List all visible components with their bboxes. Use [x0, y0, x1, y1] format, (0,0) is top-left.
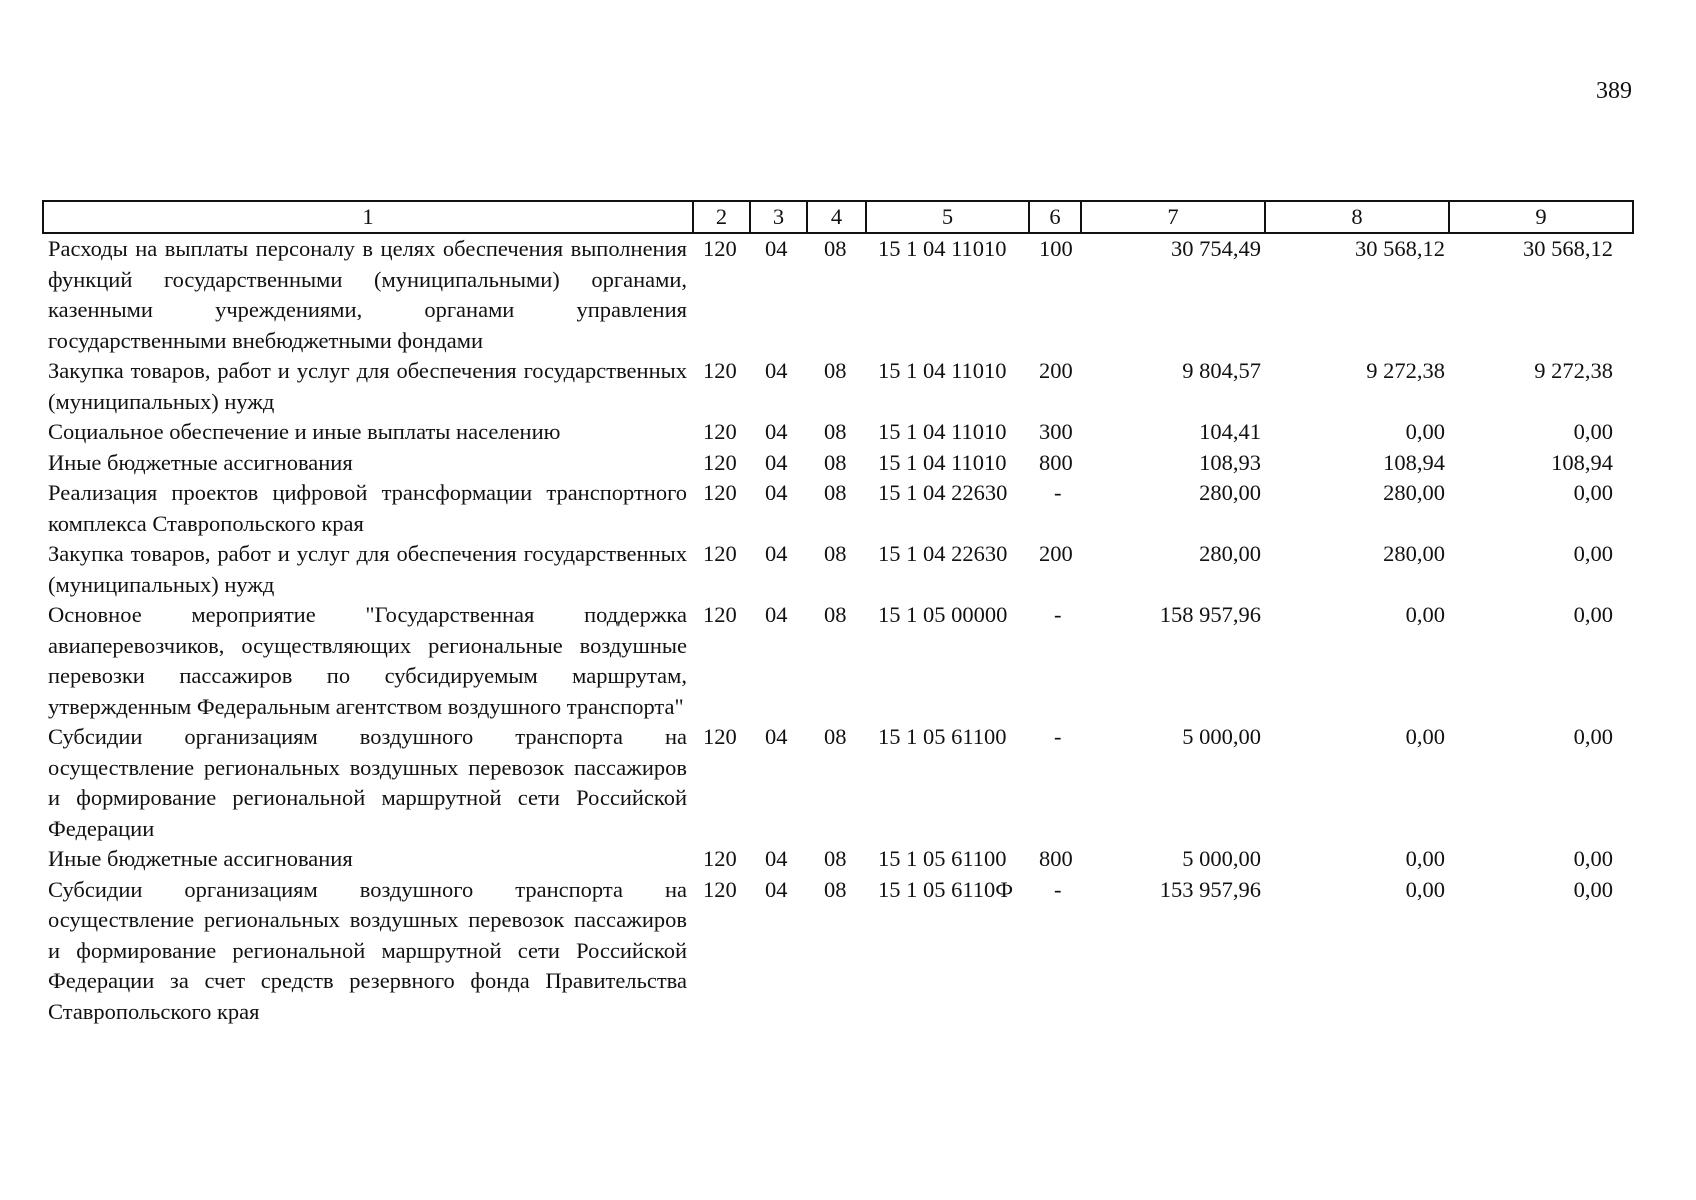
cell-col4: 08	[824, 358, 847, 383]
cell-col3: 04	[765, 602, 788, 627]
cell-col2: 120	[703, 602, 737, 627]
cell-col6: 800	[1039, 449, 1073, 475]
cell-col9: 0,00	[1573, 419, 1613, 444]
cell-col3: 04	[765, 236, 788, 261]
cell-col6: -	[1054, 602, 1062, 627]
cell-col7: 9 804,57	[1182, 358, 1261, 383]
cell-col3: 04	[765, 876, 788, 902]
cell-col8: 108,94	[1383, 449, 1445, 475]
cell-col9: 0,00	[1573, 846, 1613, 871]
cell-col4: 08	[824, 876, 847, 902]
cell-col9: 0,00	[1573, 724, 1613, 749]
cell-col2: 120	[703, 358, 737, 383]
column-header-7: 7	[1081, 201, 1265, 233]
cell-col7: 5 000,00	[1182, 846, 1261, 871]
cell-col3: 04	[765, 724, 788, 749]
cell-col7: 30 754,49	[1171, 236, 1261, 261]
cell-col6: -	[1054, 724, 1062, 749]
cell-col3: 04	[765, 419, 788, 444]
cell-col8: 0,00	[1405, 724, 1445, 749]
table-row	[43, 356, 1633, 417]
table-row	[43, 233, 1633, 356]
cell-col4: 08	[824, 846, 847, 871]
cell-col8: 0,00	[1405, 602, 1445, 627]
budget-table	[42, 200, 1634, 1027]
cell-col5: 15 1 04 11010	[878, 236, 1007, 261]
row-name: Закупка товаров, работ и услуг для обеспечения государственных (муниципальных) нужд	[48, 541, 687, 597]
cell-col2: 120	[703, 449, 737, 475]
cell-col2: 120	[703, 541, 737, 566]
cell-col5: 15 1 05 00000	[878, 602, 1008, 627]
cell-col4: 08	[824, 480, 847, 505]
cell-col9: 0,00	[1573, 480, 1613, 505]
column-header-1: 1	[43, 201, 693, 233]
cell-col7: 280,00	[1199, 480, 1261, 505]
column-header-6: 6	[1029, 201, 1081, 233]
cell-col9: 9 272,38	[1534, 358, 1613, 383]
row-name: Субсидии организациям воздушного транспорта на осуществление региональных воздушных перевозок пассажиров и формирование региональной маршрутной сети Российской Федерации	[48, 724, 687, 841]
cell-col2: 120	[703, 236, 737, 261]
row-name: Иные бюджетные ассигнования	[48, 846, 353, 871]
table-row	[43, 722, 1633, 844]
column-header-9: 9	[1449, 201, 1633, 233]
cell-col6: 100	[1039, 236, 1073, 261]
row-name: Субсидии организациям воздушного транспорта на осуществление региональных воздушных перевозок пассажиров и формирование региональной маршрутной сети Российской Федерации за счет средств резервного фонда Правительства Ставропольского края	[48, 876, 687, 1024]
cell-col7: 5 000,00	[1182, 724, 1261, 749]
cell-col6: -	[1054, 876, 1062, 902]
cell-col2: 120	[703, 876, 737, 902]
column-header-2: 2	[693, 201, 750, 233]
cell-col8: 280,00	[1383, 541, 1445, 566]
cell-col9: 108,94	[1551, 449, 1613, 475]
row-name: Социальное обеспечение и иные выплаты населению	[48, 419, 561, 444]
cell-col6: 200	[1039, 358, 1073, 383]
table-row	[43, 875, 1633, 1028]
column-header-8: 8	[1265, 201, 1449, 233]
cell-col4: 08	[824, 236, 847, 261]
column-header-4: 4	[807, 201, 866, 233]
cell-col7: 280,00	[1199, 541, 1261, 566]
cell-col7: 104,41	[1199, 419, 1261, 444]
cell-col5: 15 1 04 11010	[878, 358, 1007, 383]
table-row	[43, 539, 1633, 600]
cell-col2: 120	[703, 846, 737, 871]
cell-col8: 0,00	[1405, 419, 1445, 444]
header-row	[43, 201, 1633, 233]
cell-col9: 0,00	[1573, 602, 1613, 627]
cell-col6: 200	[1039, 541, 1073, 566]
cell-col8: 0,00	[1405, 846, 1445, 871]
cell-col4: 08	[824, 724, 847, 749]
row-name: Расходы на выплаты персоналу в целях обеспечения выполнения функций государственными (муниципальными) органами, казенными учреждениями, органами управления государственными внебюджетными фондами	[48, 236, 687, 353]
cell-col6: 300	[1039, 419, 1073, 444]
cell-col8: 30 568,12	[1355, 236, 1445, 261]
cell-col8: 280,00	[1383, 480, 1445, 505]
table-row	[43, 844, 1633, 875]
row-name: Реализация проектов цифровой трансформации транспортного комплекса Ставропольского края	[48, 480, 687, 536]
cell-col4: 08	[824, 602, 847, 627]
cell-col8: 9 272,38	[1366, 358, 1445, 383]
cell-col5: 15 1 04 22630	[878, 480, 1008, 505]
cell-col2: 120	[703, 480, 737, 505]
row-name: Иные бюджетные ассигнования	[48, 449, 353, 475]
cell-col9: 30 568,12	[1523, 236, 1613, 261]
cell-col6: 800	[1039, 846, 1073, 871]
cell-col4: 08	[824, 449, 847, 475]
cell-col4: 08	[824, 541, 847, 566]
row-name: Основное мероприятие "Государственная поддержка авиаперевозчиков, осуществляющих региональные воздушные перевозки пассажиров по субсидируемым маршрутам, утвержденным Федеральным агентством воздушного транспорта"	[48, 602, 687, 719]
column-header-3: 3	[750, 201, 807, 233]
cell-col5: 15 1 04 11010	[878, 449, 1007, 475]
column-header-5: 5	[866, 201, 1029, 233]
table-row	[43, 478, 1633, 539]
cell-col3: 04	[765, 449, 788, 475]
cell-col5: 15 1 05 61100	[878, 846, 1007, 871]
cell-col3: 04	[765, 846, 788, 871]
cell-col9: 0,00	[1573, 541, 1613, 566]
page-number: 389	[1596, 78, 1632, 104]
cell-col7: 158 957,96	[1159, 602, 1261, 627]
cell-col2: 120	[703, 419, 737, 444]
table-row	[43, 600, 1633, 722]
table-row	[43, 417, 1633, 448]
cell-col5: 15 1 05 61100	[878, 724, 1007, 749]
row-name: Закупка товаров, работ и услуг для обеспечения государственных (муниципальных) нужд	[48, 358, 687, 414]
cell-col3: 04	[765, 358, 788, 383]
cell-col5: 15 1 04 22630	[878, 541, 1008, 566]
cell-col8: 0,00	[1405, 876, 1445, 902]
cell-col4: 08	[824, 419, 847, 444]
table-row	[43, 448, 1633, 479]
cell-col5: 15 1 05 6110Ф	[878, 876, 1014, 902]
cell-col9: 0,00	[1573, 876, 1613, 902]
cell-col3: 04	[765, 480, 788, 505]
cell-col7: 153 957,96	[1159, 876, 1261, 902]
cell-col2: 120	[703, 724, 737, 749]
cell-col3: 04	[765, 541, 788, 566]
cell-col7: 108,93	[1199, 449, 1261, 475]
cell-col5: 15 1 04 11010	[878, 419, 1007, 444]
cell-col6: -	[1054, 480, 1062, 505]
